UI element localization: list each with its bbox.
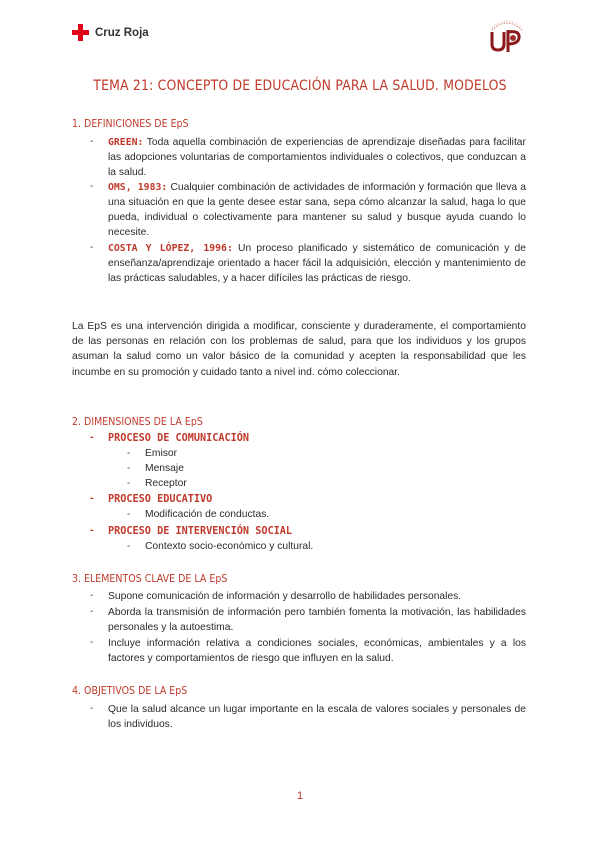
dimension-item: Contexto socio-económico y cultural. xyxy=(145,541,314,552)
section-heading-objectives: 4. OBJETIVOS DE LA EpS xyxy=(72,684,188,697)
eps-paragraph: La EpS es una intervención dirigida a modificar, consciente y duraderamente, el comportamiento de las personas en relación con los problemas de salud, para que los individuos y los grupos asuman la salud como un valor básico de la comunidad y acepten la responsabilidad que les incumbe en su promoción y cuidado tanto a nivel ind. cómo coleccionar. xyxy=(72,321,526,378)
section-heading-definitions: 1. DEFINICIONES DE EpS xyxy=(72,117,189,130)
sub-bullet: - xyxy=(127,509,131,520)
brand-name: Cruz Roja xyxy=(95,26,149,39)
section-heading-key-elements: 3. ELEMENTOS CLAVE DE LA EpS xyxy=(72,572,228,585)
key-element-item: Aborda la transmisión de información pero también fomenta la motivación, las habilidades personales y la autoestima. xyxy=(108,607,526,633)
objective-item: Que la salud alcance un lugar importante en la escala de valores sociales y personales de los individuos. xyxy=(108,704,526,730)
definition-term: GREEN: xyxy=(108,137,144,148)
bullet: - xyxy=(90,524,94,536)
bullet: - xyxy=(90,637,94,648)
dimension-title: PROCESO EDUCATIVO xyxy=(108,494,213,505)
dimension-item: Receptor xyxy=(145,478,187,489)
bullet: - xyxy=(90,492,94,504)
university-seal-icon xyxy=(486,14,528,54)
bullet: - xyxy=(90,590,94,601)
dimension-title: PROCESO DE COMUNICACIÓN xyxy=(108,433,250,444)
definition-term: COSTA Y LÓPEZ, 1996: xyxy=(108,243,233,254)
bullet: - xyxy=(90,242,94,253)
red-cross-logo xyxy=(72,24,149,41)
definition-costa-lopez: COSTA Y LÓPEZ, 1996: Un proceso planificado y sistemático de comunicación y de enseñanza/aprendizaje orientado a hacer fácil la adquisición, elección y mantenimiento de las prácticas saludables, y a hacer difíciles las prácticas de riesgo. xyxy=(108,243,526,284)
dimension-item: Mensaje xyxy=(145,463,184,474)
section-heading-dimensions: 2. DIMENSIONES DE LA EpS xyxy=(72,415,203,428)
red-cross-icon xyxy=(72,24,89,41)
bullet: - xyxy=(90,431,94,443)
sub-bullet: - xyxy=(127,463,131,474)
page-title: TEMA 21: CONCEPTO DE EDUCACIÓN PARA LA SALUD. MODELOS xyxy=(93,78,507,94)
bullet: - xyxy=(90,606,94,617)
key-element-item: Incluye información relativa a condiciones sociales, económicas, ambientales y a los factores y comportamientos de riesgo que influyen en la salud. xyxy=(108,638,526,664)
sub-bullet: - xyxy=(127,478,131,489)
bullet: - xyxy=(90,703,94,714)
definition-term: OMS, 1983: xyxy=(108,182,168,193)
sub-bullet: - xyxy=(127,448,131,459)
definition-green: GREEN: Toda aquella combinación de experiencias de aprendizaje diseñadas para facilitar las adopciones voluntarias de comportamientos individuales o colectivos, que conduzcan a la salud. xyxy=(108,137,526,178)
dimension-title: PROCESO DE INTERVENCIÓN SOCIAL xyxy=(108,526,293,537)
page-number: 1 xyxy=(296,790,304,802)
bullet: - xyxy=(90,181,94,192)
key-element-item: Supone comunicación de información y desarrollo de habilidades personales. xyxy=(108,591,462,602)
sub-bullet: - xyxy=(127,541,131,552)
bullet: - xyxy=(90,136,94,147)
dimension-item: Emisor xyxy=(145,448,178,459)
dimension-item: Modificación de conductas. xyxy=(145,509,270,520)
definition-oms: OMS, 1983: Cualquier combinación de actividades de información y formación que lleva a una situación en que la gente desee estar sana, sepa cómo alcanzar la salud, haga lo que pueda, individual o colectivamente para mantener su salud y busque ayuda cuando lo necesite. xyxy=(108,182,526,238)
